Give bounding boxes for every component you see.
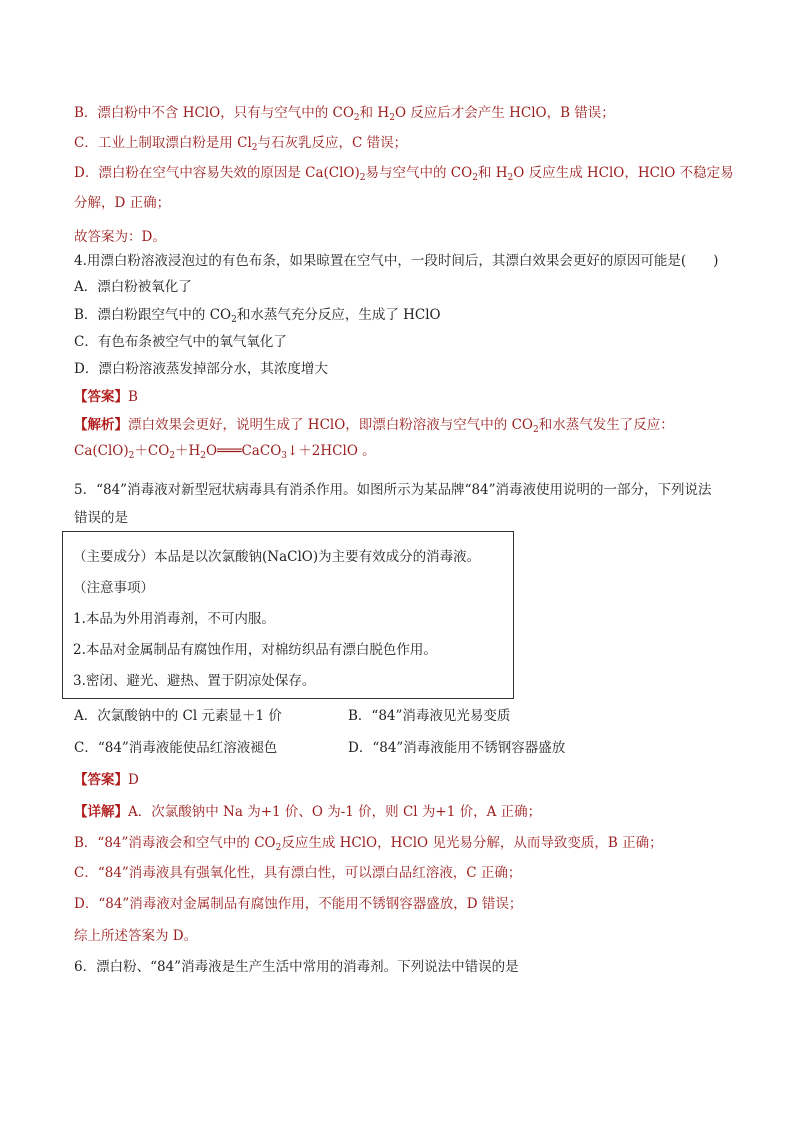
answer-tag: 【答案】	[74, 389, 128, 405]
q3-explanation-c: C．工业上制取漂白粉是用 $Cl_2$与石灰乳反应，C 错误；	[74, 135, 408, 153]
q4-option-b: B．漂白粉跟空气中的 $CO_2$和水蒸气充分反应，生成了 HClO	[74, 307, 441, 325]
q4-option-a: A．漂白粉被氧化了	[74, 279, 192, 295]
q5-stem-line1: 5．“84”消毒液对新型冠状病毒具有消杀作用。如图所示为某品牌“84”消毒液使用说明的一部分，下列说法	[74, 482, 712, 498]
q6-stem: 6．漂白粉、“84”消毒液是生产生活中常用的消毒剂。下列说法中错误的是	[74, 959, 519, 975]
q5-option-a: A．次氯酸钠中的 Cl 元素显＋1 价	[74, 708, 282, 724]
answer-tag: 【答案】	[74, 772, 128, 788]
q5-option-d: D．“84”消毒液能用不锈钢容器盛放	[348, 740, 566, 756]
instructions-note-3: 3.密闭、避光、避热、置于阴凉处保存。	[73, 673, 316, 689]
q5-detail-b: B．“84”消毒液会和空气中的 $CO_2$反应生成 HClO，HClO 见光易分解，从而导致变质，B 正确；	[74, 835, 663, 853]
q4-answer: 【答案】B	[74, 389, 138, 405]
q5-option-c: C．“84”消毒液能使品红溶液褪色	[74, 740, 278, 756]
q4-analysis: 【解析】漂白效果会更好，说明生成了 HClO，即漂白粉溶液与空气中的 $CO_2$和水蒸气发生了反应：	[74, 417, 674, 435]
instructions-notes-heading: （注意事项）	[73, 580, 154, 596]
q5-detail-d: D．“84”消毒液对金属制品有腐蚀作用，不能用不锈钢容器盛放，D 错误；	[74, 896, 523, 912]
q4-stem: 4.用漂白粉溶液浸泡过的有色布条，如果晾置在空气中，一段时间后，其漂白效果会更好的原因可能是( )	[74, 253, 719, 269]
q5-option-b: B．“84”消毒液见光易变质	[348, 708, 511, 724]
q4-option-c: C．有色布条被空气中的氧气氧化了	[74, 334, 287, 350]
q3-explanation-d-line1: D．漂白粉在空气中容易失效的原因是 $Ca(ClO)_2$易与空气中的 $CO_2$和 $H_2O$ 反应生成 HClO，HClO 不稳定易	[74, 165, 734, 183]
product-instructions-box	[62, 531, 514, 699]
instructions-note-2: 2.本品对金属制品有腐蚀作用，对棉纺织品有漂白脱色作用。	[73, 642, 437, 658]
q5-stem-line2: 错误的是	[74, 510, 128, 526]
q4-equation: $Ca(ClO)_2+CO_2+H_2O═══CaCO_3↓+2HClO$ 。	[74, 443, 376, 461]
q5-detail-c: C．“84”消毒液具有强氧化性，具有漂白性，可以漂白品红溶液，C 正确；	[74, 865, 522, 881]
analysis-tag: 【解析】	[74, 417, 128, 433]
q4-option-d: D．漂白粉溶液蒸发掉部分水，其浓度增大	[74, 361, 328, 377]
q5-conclusion: 综上所述答案为 D。	[74, 928, 198, 944]
q3-conclusion: 故答案为：D。	[74, 229, 166, 245]
instructions-note-1: 1.本品为外用消毒剂，不可内服。	[73, 611, 275, 627]
detail-tag: 【详解】	[74, 804, 128, 820]
q3-explanation-b: B．漂白粉中不含 HClO，只有与空气中的 $CO_2$和 $H_2O$ 反应后才会产生 HClO，B 错误；	[74, 105, 615, 123]
q5-detail-a: 【详解】A．次氯酸钠中 Na 为+1 价、O 为-1 价，则 Cl 为+1 价，A 正确；	[74, 804, 542, 820]
instructions-main-ingredient: （主要成分）本品是以次氯酸钠(NaClO)为主要有效成分的消毒液。	[73, 549, 481, 565]
q5-answer: 【答案】D	[74, 772, 139, 788]
q3-explanation-d-line2: 分解，D 正确；	[74, 195, 171, 211]
